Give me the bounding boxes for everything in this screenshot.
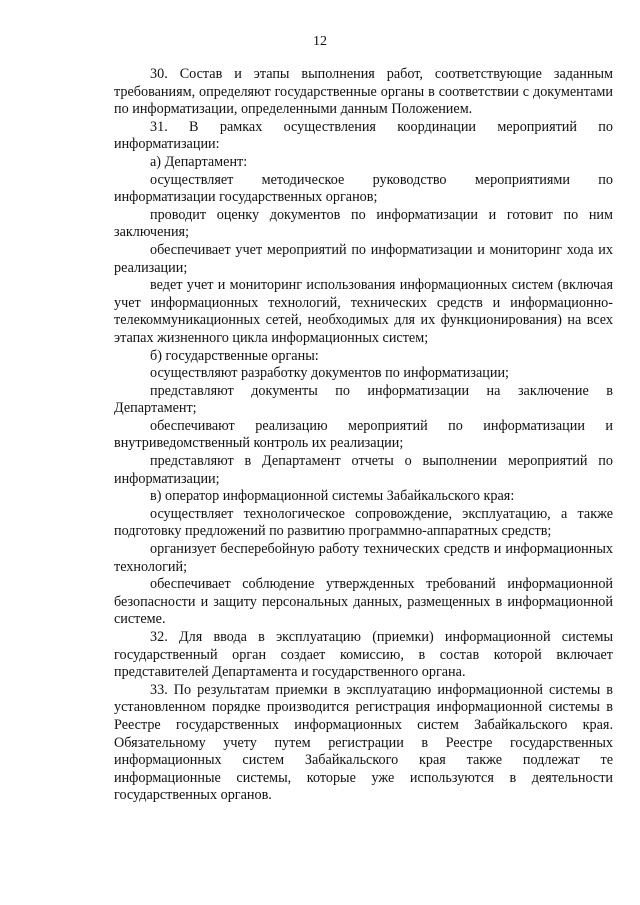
state-bodies-item-4: представляют в Департамент отчеты о выполнении мероприятий по информатизации; [114,453,613,487]
operator-item-3: обеспечивает соблюдение утвержденных требований информационной безопасности и защиту персональных данных, размещенных в информационной системе. [114,576,613,628]
paragraph-30: 30. Состав и этапы выполнения работ, соответствующие заданным требованиям, определяют государственные органы в соответствии с документами по информатизации, определенными данным Положением. [114,66,613,118]
department-item-1: осуществляет методическое руководство мероприятиями по информатизации государственных органов; [114,171,613,206]
operator-item-1: осуществляет технологическое сопровождение, эксплуатацию, а также подготовку предложений по развитию программно-аппаратных средств; [114,505,613,540]
department-item-2: проводит оценку документов по информатизации и готовит по ним заключения; [114,206,613,241]
subheading-department: а) Департамент: [150,153,248,170]
subheading-state-bodies: б) государственные органы: [150,347,319,364]
paragraph-33: 33. По результатам приемки в эксплуатацию информационной системы в установленном порядке производится регистрация информационной системы в Реестре государственных информационных систем Забайкальского края. Обязательному учету путем регистрации в Реестре государственных информационных систем Забайкальского края также подлежат те информационные системы, которые уже используются в деятельности государственных органов. [114,681,613,804]
department-item-4: ведет учет и мониторинг использования информационных систем (включая учет информационных технологий, технических средств и информационно-телекоммуникационных сетей, необходимых для их функционирования) на всех этапах жизненного цикла информационных систем; [114,277,613,346]
page-number: 12 [313,34,327,49]
document-body [114,66,613,805]
operator-item-2: организует бесперебойную работу технических средств и информационных технологий; [114,541,613,575]
department-item-3: обеспечивает учет мероприятий по информатизации и мониторинг хода их реализации; [114,241,613,276]
subheading-system-operator: в) оператор информационной системы Забайкальского края: [150,488,515,505]
state-bodies-item-2: представляют документы по информатизации на заключение в Департамент; [114,382,613,417]
paragraph-31: 31. В рамках осуществления координации мероприятий по информатизации: [114,118,613,153]
state-bodies-item-1: осуществляют разработку документов по информатизации; [150,365,509,382]
state-bodies-item-3: обеспечивают реализацию мероприятий по информатизации и внутриведомственный контроль их реализации; [114,417,613,452]
paragraph-32: 32. Для ввода в эксплуатацию (приемки) информационной системы государственный орган создает комиссию, в состав которой включает представителей Департамента и государственного органа. [114,629,613,681]
